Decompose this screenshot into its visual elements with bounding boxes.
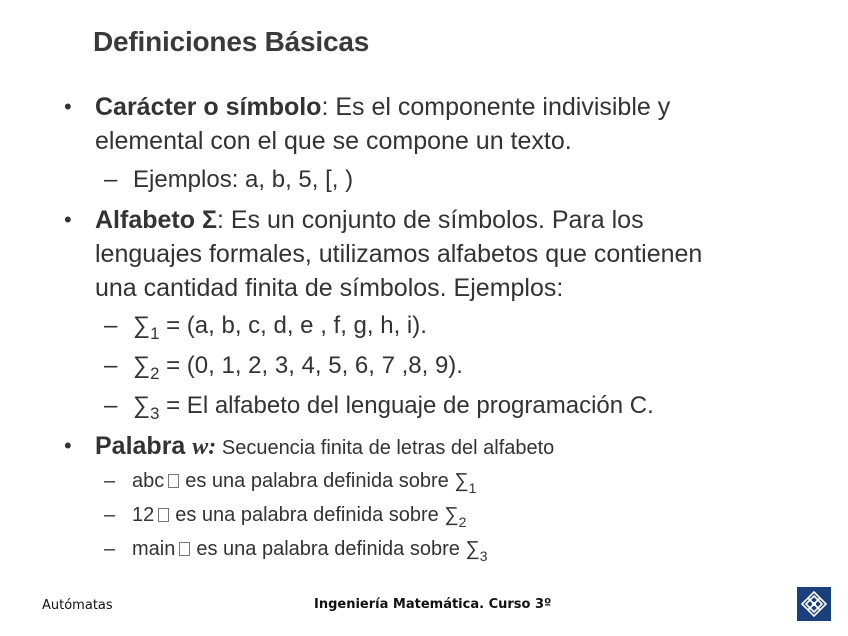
definition-text: : Es el componente indivisible y	[321, 93, 671, 121]
footer-degree: Ingeniería Matemática. Curso 3º	[314, 597, 552, 612]
definition-text: elemental con el que se compone un texto.	[95, 127, 572, 155]
subscript: 2	[458, 514, 467, 530]
slide-title: Definiciones Básicas	[93, 26, 370, 57]
term-label: Carácter o símbolo	[95, 93, 322, 121]
dash-marker: –	[104, 166, 118, 193]
subscript: 3	[150, 404, 160, 423]
definition-text: lenguajes formales, utilizamos alfabetos que contienen	[95, 240, 703, 268]
definition-text: Secuencia finita de letras del alfabeto	[216, 437, 555, 459]
bullet-text-line	[95, 90, 670, 124]
bullet-dot: •	[64, 94, 72, 119]
example-text	[133, 310, 427, 342]
term-label: Palabra	[95, 432, 186, 460]
alphabet-definition: = (0, 1, 2, 3, 4, 5, 6, 7 ,8, 9).	[159, 352, 463, 379]
word-definition: es una palabra definida sobre ∑	[196, 538, 480, 560]
sigma-symbol: ∑	[133, 352, 151, 379]
missing-glyph-icon	[168, 474, 179, 488]
sigma-symbol: ∑	[133, 392, 151, 419]
subscript: 1	[468, 480, 477, 496]
word-example: main	[132, 538, 176, 560]
term-label: Alfabeto Σ	[95, 206, 217, 234]
subscript: 2	[150, 364, 160, 383]
bullet-text-line	[95, 203, 644, 237]
dash-marker: –	[104, 504, 116, 526]
example-text	[133, 390, 654, 422]
dash-marker: –	[104, 392, 118, 419]
missing-glyph-icon	[158, 508, 169, 522]
subscript: 1	[150, 324, 160, 343]
bullet-dot: •	[64, 433, 72, 458]
alphabet-definition: = El alfabeto del lenguaje de programación C.	[159, 392, 654, 419]
variable-w: w:	[192, 434, 217, 460]
definition-text: : Es un conjunto de símbolos. Para los	[216, 206, 644, 234]
dash-marker: –	[104, 470, 116, 492]
word-example: 12	[132, 504, 155, 526]
footer-course-name: Autómatas	[42, 598, 113, 613]
word-definition: es una palabra definida sobre ∑	[185, 470, 469, 492]
example-text	[132, 501, 466, 529]
alphabet-definition: = (a, b, c, d, e , f, g, h, i).	[159, 312, 427, 339]
example-text	[133, 350, 463, 382]
dash-marker: –	[104, 312, 118, 339]
example-text	[132, 467, 476, 495]
university-logo-icon	[797, 587, 831, 621]
missing-glyph-icon	[179, 542, 190, 556]
definition-text: una cantidad finita de símbolos. Ejemplos:	[95, 274, 564, 302]
word-example: abc	[132, 470, 165, 492]
bullet-dot: •	[64, 207, 72, 232]
sigma-symbol: ∑	[133, 312, 151, 339]
dash-marker: –	[104, 352, 118, 379]
dash-marker: –	[104, 538, 116, 560]
example-text: Ejemplos: a, b, 5, [, )	[133, 166, 354, 193]
bullet-text-line	[95, 429, 554, 465]
example-text	[132, 535, 488, 563]
word-definition: es una palabra definida sobre ∑	[175, 504, 459, 526]
subscript: 3	[479, 548, 488, 564]
